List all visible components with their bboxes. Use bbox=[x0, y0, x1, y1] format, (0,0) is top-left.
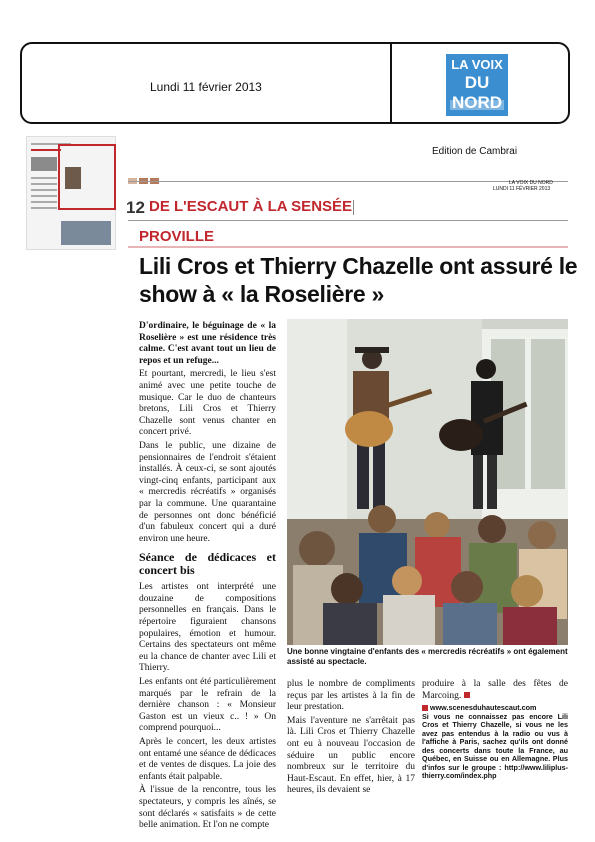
closing-paragraph: produire à la salle des fêtes de Marcoing. bbox=[422, 679, 568, 701]
thumbnail-photo bbox=[61, 221, 111, 245]
newspaper-logo bbox=[446, 54, 508, 116]
article-column-1 bbox=[139, 321, 276, 834]
section-divider bbox=[353, 200, 354, 215]
logo-line-1: LA VOIX bbox=[451, 57, 503, 72]
thumbnail-rule bbox=[31, 201, 57, 203]
top-rule bbox=[128, 181, 568, 182]
thumbnail-highlight bbox=[58, 144, 116, 210]
paragraph: Après le concert, les deux artistes ont entamé une séance de dédicaces et de ventes de disques. La joie des enfants était palpable. bbox=[139, 737, 276, 782]
header-divider bbox=[390, 44, 392, 122]
paragraph: À l'issue de la rencontre, tous les spectateurs, y compris les aînés, se sont déclarés « satisfaits » de cette belle animation. Et l'on ne compte bbox=[139, 785, 276, 831]
paragraph: Les enfants ont été particulièrement marqués par le refrain de la dernière chanson : « Monsieur Gaston est un vieux c.. ! » On comprend pourquoi... bbox=[139, 677, 276, 734]
location-rule bbox=[128, 246, 568, 248]
paragraph: Et pourtant, mercredi, le lieu s'est animé avec une petite touche de musique. Car le duo de chanteurs bretons, Lili Cros et Thierry Chazelle sont venus chanter en concert privé. bbox=[139, 369, 276, 438]
photo-caption: Une bonne vingtaine d'enfants des « mercredis récréatifs » ont également assisté au spectacle. bbox=[287, 647, 568, 666]
website-link[interactable]: www.scenesduhautescaut.com bbox=[430, 703, 537, 712]
article-lead: D'ordinaire, le béguinage de « la Roselière » est une résidence très calme. C'est avant tout un lieu de repos et un refuge... bbox=[139, 321, 276, 366]
thumbnail-rule bbox=[31, 207, 57, 209]
end-of-article-icon bbox=[464, 692, 470, 698]
paragraph: plus le nombre de compliments reçus par les artistes à la fin de leur prestation. bbox=[287, 679, 415, 713]
section-rule bbox=[128, 220, 568, 221]
link-arrow-icon bbox=[422, 705, 428, 711]
paragraph: Les artistes ont interprété une douzaine de compositions personnelles en français. Dans le répertoire figuraient chansons populaires, émotion et humour. Certains des spectateurs ont même eu la chance de chanter avec Lili et Thierry. bbox=[139, 582, 276, 674]
article-column-2 bbox=[287, 679, 415, 799]
paragraph: Dans le public, une dizaine de pensionnaires de l'endroit s'étaient installés. À ceux-ci, se sont ajoutés vingt-cinq enfants, participant aux « mercredis récréatifs » organisés par la commune. Une quarantaine de personnes ont donc bénéficié d'un fabuleux concert qui a duré environ une heure. bbox=[139, 440, 276, 544]
paragraph bbox=[422, 679, 568, 702]
paragraph: Mais l'aventure ne s'arrêtait pas là. Lili Cros et Thierry Chazelle ont eu à nouveau l'occasion de séduire un public encore nombreux sur le territoire du Haut-Escaut. En effet, hier, à 17 heures, ils devaient se bbox=[287, 715, 415, 796]
article-subheading: Séance de dédicaces et concert bis bbox=[139, 550, 276, 578]
thumbnail-rule bbox=[31, 177, 57, 179]
logo-bar bbox=[450, 100, 504, 110]
edition-label: Edition de Cambrai bbox=[432, 146, 518, 157]
info-box-text: Si vous ne connaissez pas encore Lili Cros et Thierry Chazelle, si vous ne les avez pas entendus à la radio ou vus à l'affiche à Paris, sachez qu'ils ont donné des concerts dans toute la France, au Québec, en Suisse ou en Allemagne. Plus d'infos sur le groupe : http://www.liliplus-thierry.com/index.php bbox=[422, 711, 568, 780]
article-location: PROVILLE bbox=[139, 228, 215, 245]
thumbnail-rule bbox=[31, 149, 61, 151]
concert-photo-illustration bbox=[287, 319, 568, 645]
article-column-3 bbox=[422, 679, 568, 704]
concert-photo bbox=[287, 319, 568, 645]
thumbnail-rule bbox=[31, 195, 57, 197]
thumbnail-photo bbox=[31, 157, 57, 171]
strip-publication-date: LUNDI 11 FÉVRIER 2013 bbox=[493, 186, 551, 192]
article-headline: Lili Cros et Thierry Chazelle ont assuré le show à « la Roselière » bbox=[139, 253, 578, 307]
logo-line-2: DU NORD bbox=[451, 73, 503, 112]
page-number: 12 bbox=[126, 198, 145, 217]
info-box bbox=[422, 704, 568, 781]
section-title: DE L'ESCAUT À LA SENSÉE bbox=[149, 198, 353, 215]
thumbnail-rule bbox=[31, 183, 57, 185]
thumbnail-rule bbox=[31, 189, 57, 191]
strip-publication-name: LA VOIX DU NORD bbox=[509, 180, 553, 186]
publication-date: Lundi 11 février 2013 bbox=[150, 80, 262, 94]
